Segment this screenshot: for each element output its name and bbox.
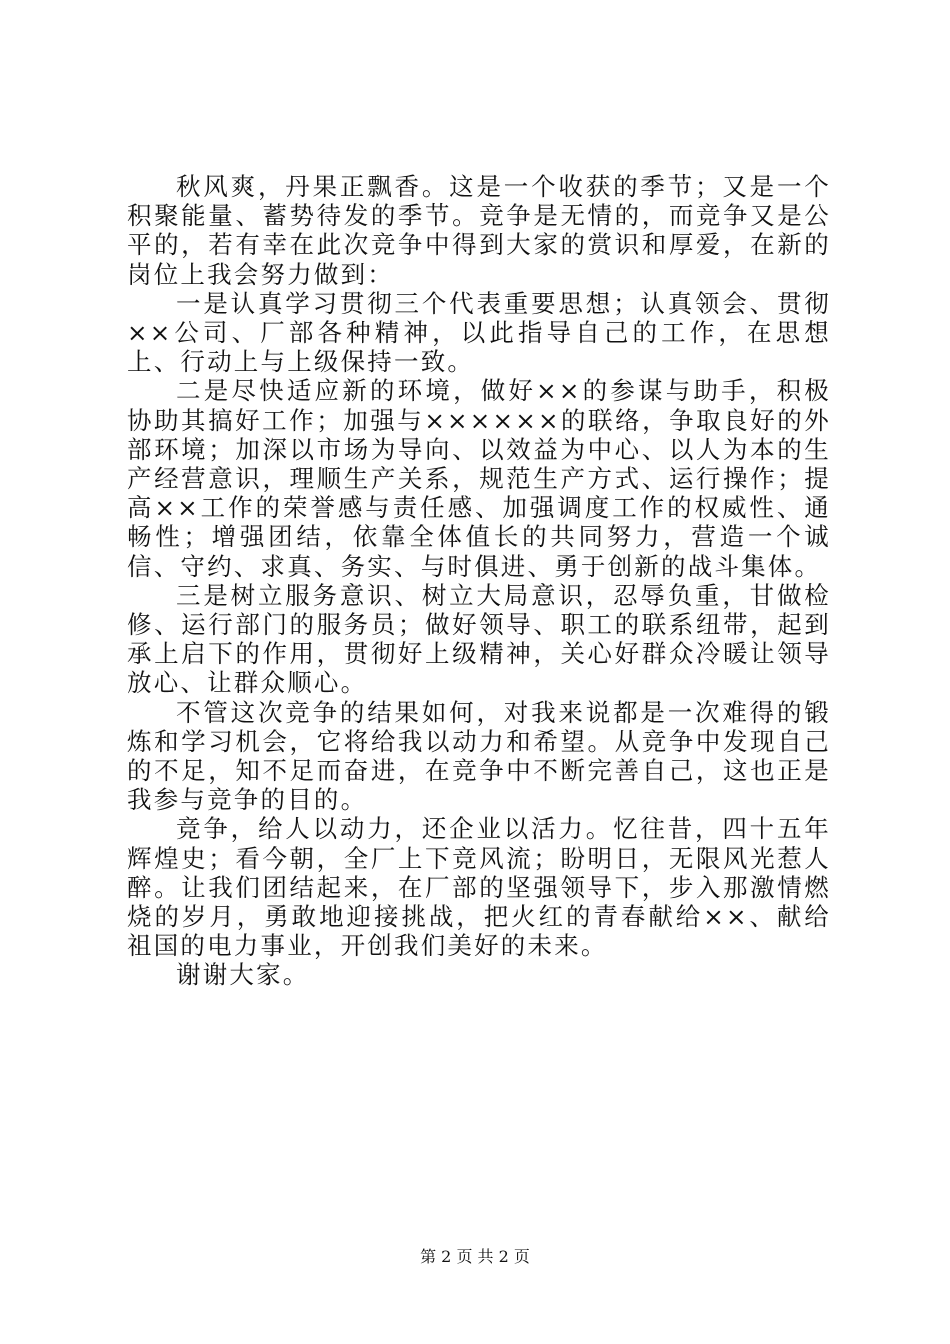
paragraph-intro: 秋风爽，丹果正飘香。这是一个收获的季节；又是一个积聚能量、蓄势待发的季节。竞争是无情的，而竞争又是公平的，若有幸在此次竞争中得到大家的赏识和厚爱，在新的岗位上我会努力做到：: [127, 172, 831, 289]
paragraph-point-two: 二是尽快适应新的环境，做好××的参谋与助手，积极协助其搞好工作；加强与××××××的联络，争取良好的外部环境；加深以市场为导向、以效益为中心、以人为本的生产经营意识，理顺生产关系，规范生产方式、运行操作；提高××工作的荣誉感与责任感、加强调度工作的权威性、通畅性；增强团结，依靠全体值长的共同努力，营造一个诚信、守约、求真、务实、与时俱进、勇于创新的战斗集体。: [127, 376, 831, 581]
document-body: [127, 172, 831, 990]
page-number-footer: 第 2 页 共 2 页: [420, 1247, 530, 1266]
paragraph-point-one: 一是认真学习贯彻三个代表重要思想；认真领会、贯彻××公司、厂部各种精神，以此指导自己的工作，在思想上、行动上与上级保持一致。: [127, 288, 831, 377]
paragraph-competition-result: 不管这次竞争的结果如何，对我来说都是一次难得的锻炼和学习机会，它将给我以动力和希望。从竞争中发现自己的不足，知不足而奋进，在竞争中不断完善自己，这也正是我参与竞争的目的。: [127, 697, 831, 815]
paragraph-point-three: 三是树立服务意识、树立大局意识，忍辱负重，甘做检修、运行部门的服务员；做好领导、职工的联系纽带，起到承上启下的作用，贯彻好上级精神，关心好群众冷暖让领导放心、让群众顺心。: [127, 580, 831, 698]
paragraph-closing: 竞争，给人以动力，还企业以活力。忆往昔，四十五年辉煌史；看今朝，全厂上下竞风流；盼明日，无限风光惹人醉。让我们团结起来，在厂部的坚强领导下，步入那激情燃烧的岁月，勇敢地迎接挑战，把火红的青春献给××、献给祖国的电力事业，开创我们美好的未来。: [127, 814, 831, 961]
paragraph-thanks: 谢谢大家。: [176, 960, 310, 990]
